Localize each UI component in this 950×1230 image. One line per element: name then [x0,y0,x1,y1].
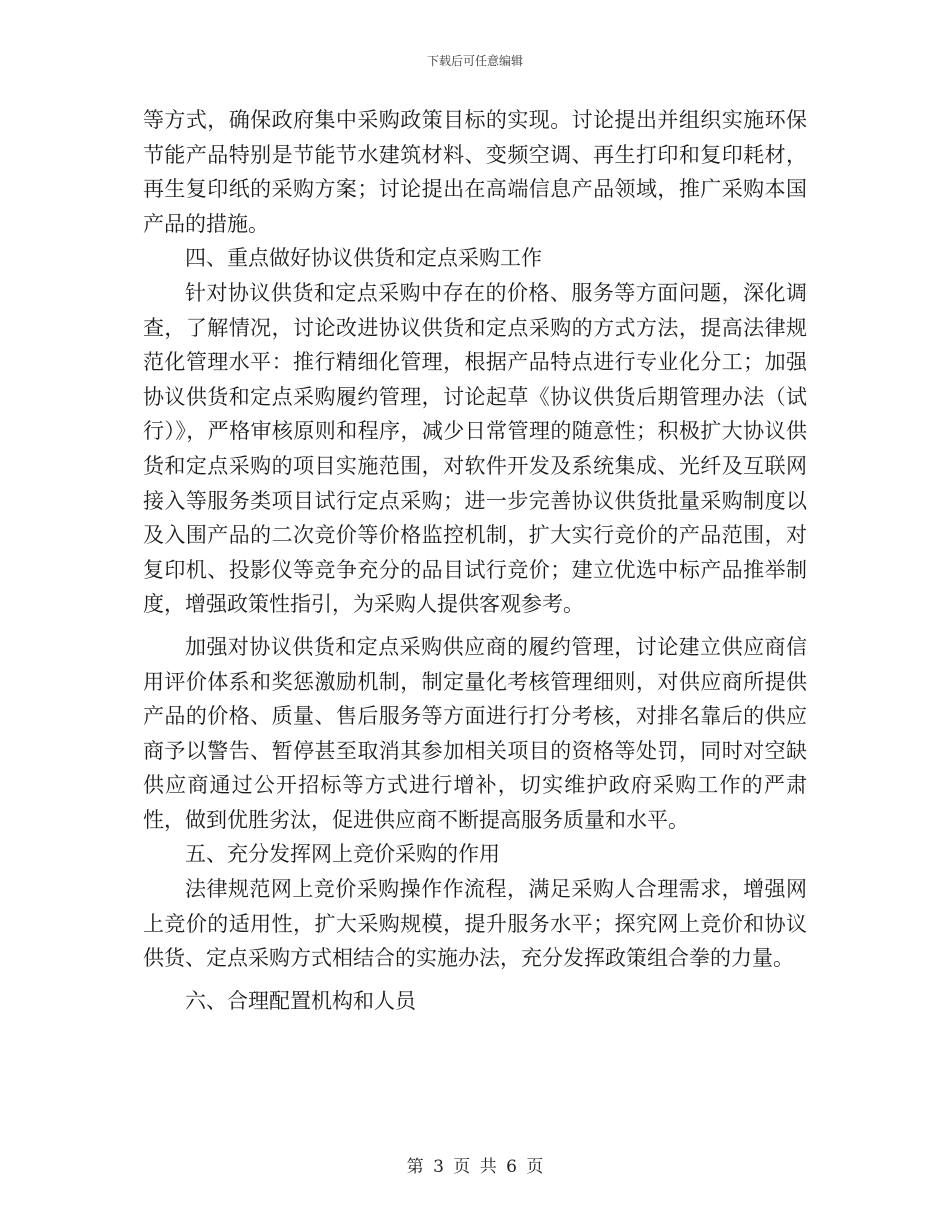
page-footer: 第 3 页 共 6 页 [406,1157,544,1177]
section-heading-6: 六、合理配置机构和人员 [185,988,416,1013]
section-heading-5: 五、充分发挥网上竞价采购的作用 [185,842,500,867]
paragraph: 针对协议供货和定点采购中存在的价格、服务等方面问题，深化调查，了解情况，讨论改进协议供货和定点采购的方式方法，提高法律规范化管理水平：推行精细化管理，根据产品特点进行专业化分工；加强协议供货和定点采购履约管理，讨论起草《协议供货后期管理办法（试行）》，严格审核原则和程序，减少日常管理的随意性；积极扩大协议供货和定点采购的项目实施范围，对软件开发及系统集成、光纤及互联网接入等服务类项目试行定点采购；进一步完善协议供货批量采购制度以及入围产品的二次竞价等价格监控机制，扩大实行竞价的产品范围，对复印机、投影仪等竞争充分的品目试行竞价；建立优选中标产品推举制度，增强政策性指引，为采购人提供客观参考。 [143,280,807,617]
paragraph-continued: 等方式，确保政府集中采购政策目标的实现。讨论提出并组织实施环保节能产品特别是节能节水建筑材料、变频空调、再生打印和复印耗材，再生复印纸的采购方案；讨论提出在高端信息产品领域，推广采购本国产品的措施。 [143,108,807,236]
document-body [143,103,807,1018]
paragraph: 法律规范网上竞价采购操作作流程，满足采购人合理需求，增强网上竞价的适用性，扩大采购规模，提升服务水平；探究网上竞价和协议供货、定点采购方式相结合的实施办法，充分发挥政策组合拳的力量。 [143,877,807,971]
paragraph: 加强对协议供货和定点采购供应商的履约管理，讨论建立供应商信用评价体系和奖惩激励机制，制定量化考核管理细则，对供应商所提供产品的价格、质量、售后服务等方面进行打分考核，对排名靠后的供应商予以警告、暂停甚至取消其参加相关项目的资格等处罚，同时对空缺供应商通过公开招标等方式进行增补，切实维护政府采购工作的严肃性，做到优胜劣汰，促进供应商不断提高服务质量和水平。 [143,634,807,832]
page-header: 下载后可任意编辑 [426,54,523,68]
section-heading-4: 四、重点做好协议供货和定点采购工作 [185,246,542,271]
